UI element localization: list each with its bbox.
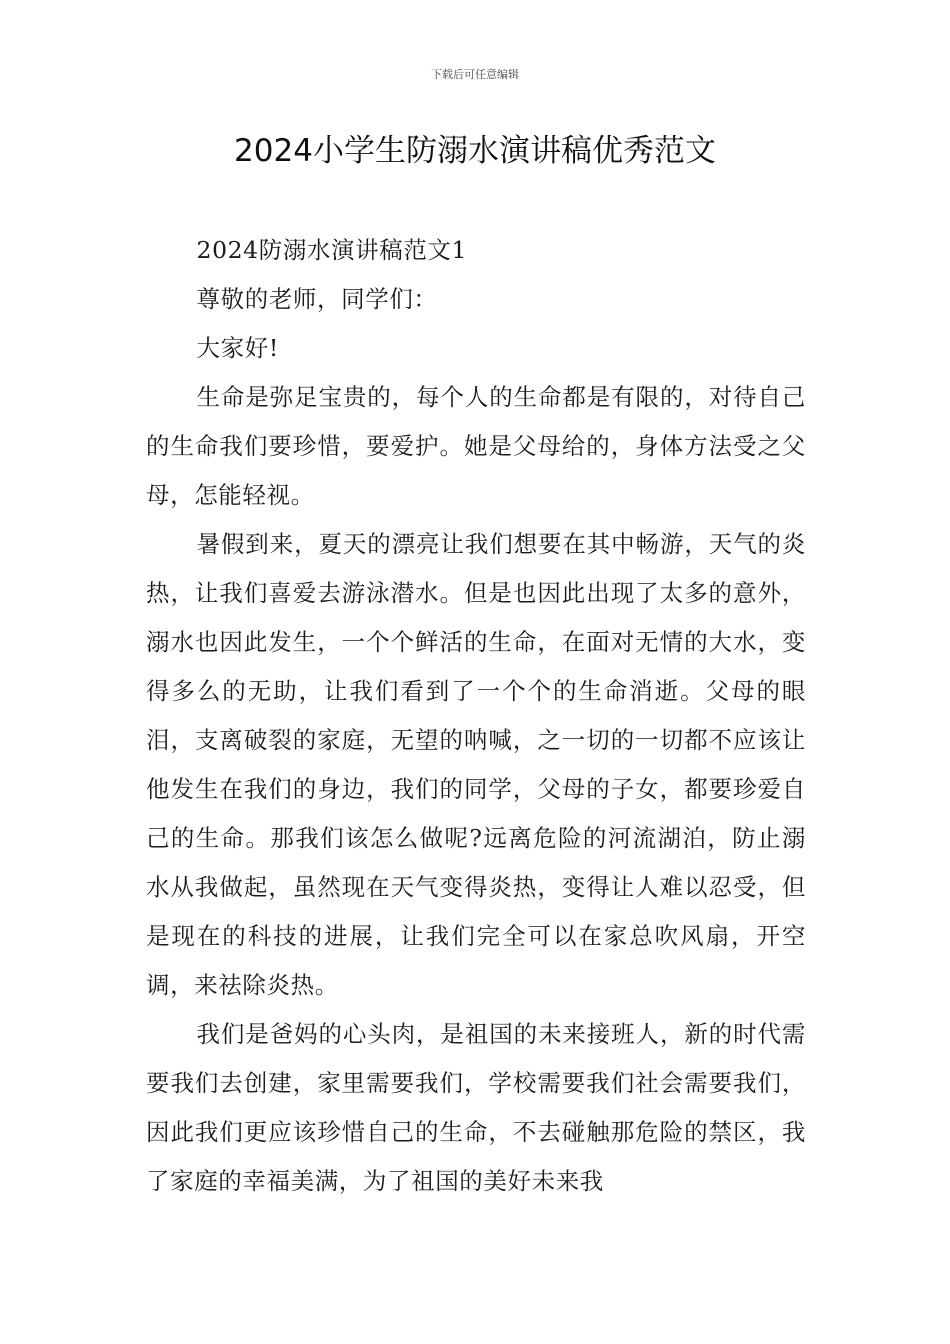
- document-body: [146, 226, 806, 1206]
- salutation: 尊敬的老师，同学们：: [196, 285, 438, 313]
- greeting: 大家好!: [196, 334, 279, 362]
- body-paragraph: 暑假到来，夏天的漂亮让我们想要在其中畅游，天气的炎热，让我们喜爱去游泳潜水。但是也因此出现了太多的意外，溺水也因此发生，一个个鲜活的生命，在面对无情的大水，变得多么的无助，让我们看到了一个个的生命消逝。父母的眼泪，支离破裂的家庭，无望的呐喊，之一切的一切都不应该让他发生在我们的身边，我们的同学，父母的子女，都要珍爱自己的生命。那我们该怎么做呢?远离危险的河流湖泊，防止溺水从我做起，虽然现在天气变得炎热，变得让人难以忍受，但是现在的科技的进展，让我们完全可以在家总吹风扇，开空调，来祛除炎热。: [146, 530, 806, 999]
- document-title: 2024小学生防溺水演讲稿优秀范文: [234, 133, 716, 169]
- section-heading: 2024防溺水演讲稿范文1: [196, 236, 468, 264]
- body-paragraph: 我们是爸妈的心头肉，是祖国的未来接班人，新的时代需要我们去创建，家里需要我们，学校需要我们社会需要我们，因此我们更应该珍惜自己的生命，不去碰触那危险的禁区，我了家庭的幸福美满，为了祖国的美好未来我: [146, 1020, 806, 1195]
- page-header-note: 下载后可任意编辑: [431, 68, 519, 81]
- body-paragraph: 生命是弥足宝贵的，每个人的生命都是有限的，对待自己的生命我们要珍惜，要爱护。她是父母给的，身体方法受之父母，怎能轻视。: [146, 383, 806, 509]
